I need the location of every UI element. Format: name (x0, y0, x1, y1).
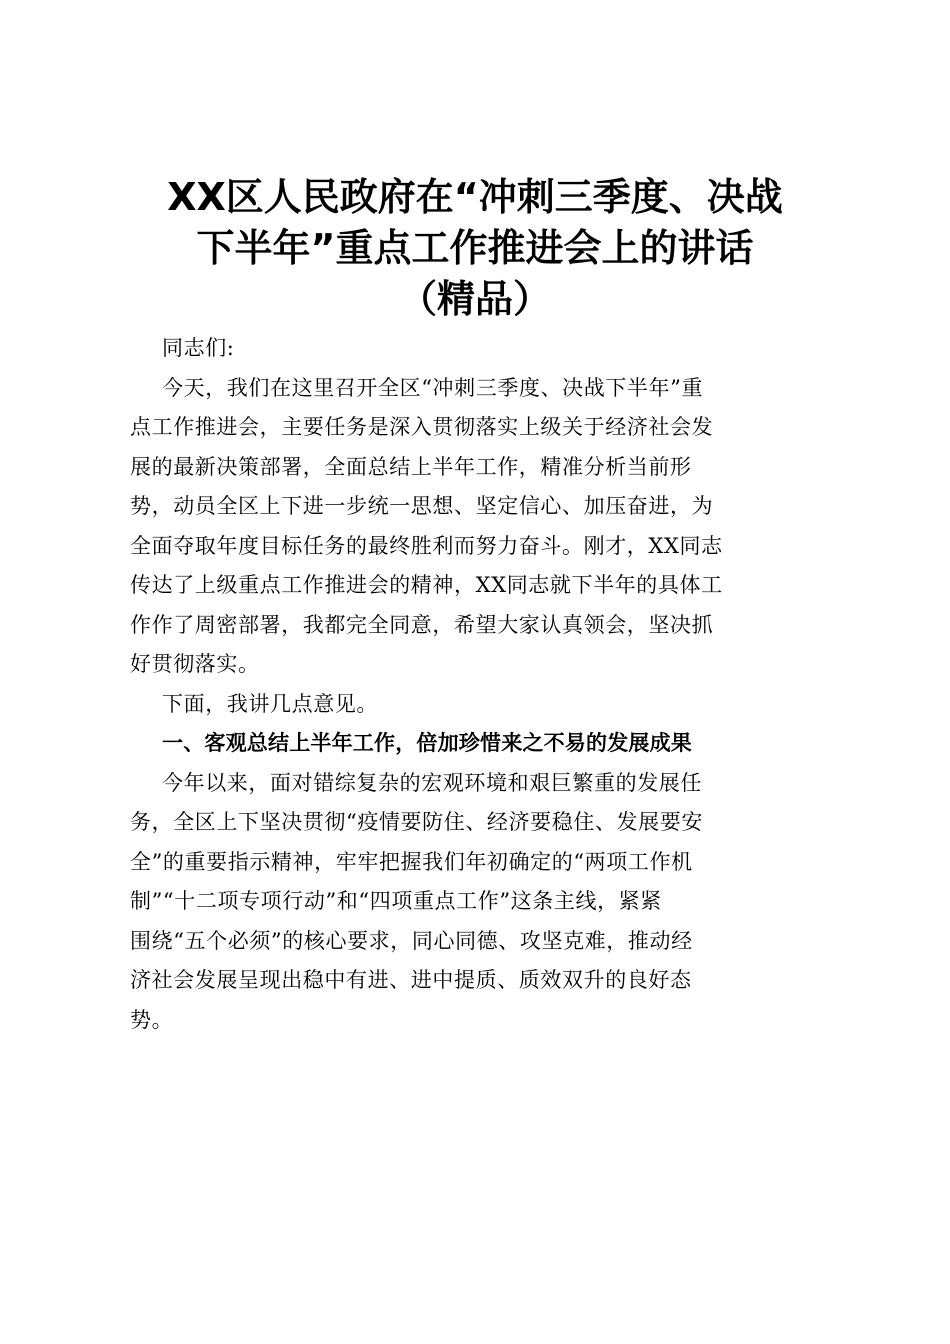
paragraph-line: 传达了上级重点工作推进会的精神，XX同志就下半年的具体工 (130, 573, 723, 597)
paragraph-line: 作作了周密部署，我都完全同意，希望大家认真领会，坚决抓 (130, 612, 714, 637)
paragraph-line: 今年以来，面对错综复杂的宏观环境和艰巨繁重的发展任 (162, 770, 702, 795)
paragraph-line: 势。 (130, 1007, 174, 1032)
salutation: 同志们: (162, 336, 235, 360)
document-title-line-2: 下半年”重点工作推进会上的讲话 (196, 226, 754, 270)
paragraph-line: 点工作推进会，主要任务是深入贯彻落实上级关于经济社会发 (130, 415, 714, 439)
document-title-line-1: XX区人民政府在“冲刺三季度、决战 (167, 175, 783, 219)
paragraph-line: 制”“十二项专项行动”和“四项重点工作”这条主线，紧紧 (130, 889, 662, 913)
paragraph-line: 围绕“五个必须”的核心要求，同心同德、攻坚克难，推动经 (130, 928, 693, 953)
paragraph-line: 今天，我们在这里召开全区“冲刺三季度、决战下半年”重 (162, 375, 704, 400)
section-heading: 一、客观总结上半年工作，倍加珍惜来之不易的发展成果 (162, 731, 692, 755)
paragraph-line: 展的最新决策部署，全面总结上半年工作，精准分析当前形 (130, 454, 692, 479)
document-title-line-3: （精品） (398, 277, 551, 321)
paragraph-line: 济社会发展呈现出稳中有进、进中提质、质效双升的良好态 (130, 968, 692, 992)
paragraph-line: 务，全区上下坚决贯彻“疫情要防住、经济要稳住、发展要安 (130, 810, 703, 834)
paragraph-line: 势，动员全区上下进一步统一思想、坚定信心、加压奋进，为 (130, 494, 714, 518)
paragraph-line: 全”的重要指示精神，牢牢把握我们年初确定的“两项工作机 (130, 849, 693, 874)
paragraph-line: 全面夺取年度目标任务的最终胜利而努力奋斗。刚才，XX同志 (130, 533, 723, 558)
document-body (130, 329, 830, 1040)
paragraph-line: 好贯彻落实。 (130, 652, 260, 676)
paragraph-line: 下面，我讲几点意见。 (162, 691, 378, 716)
